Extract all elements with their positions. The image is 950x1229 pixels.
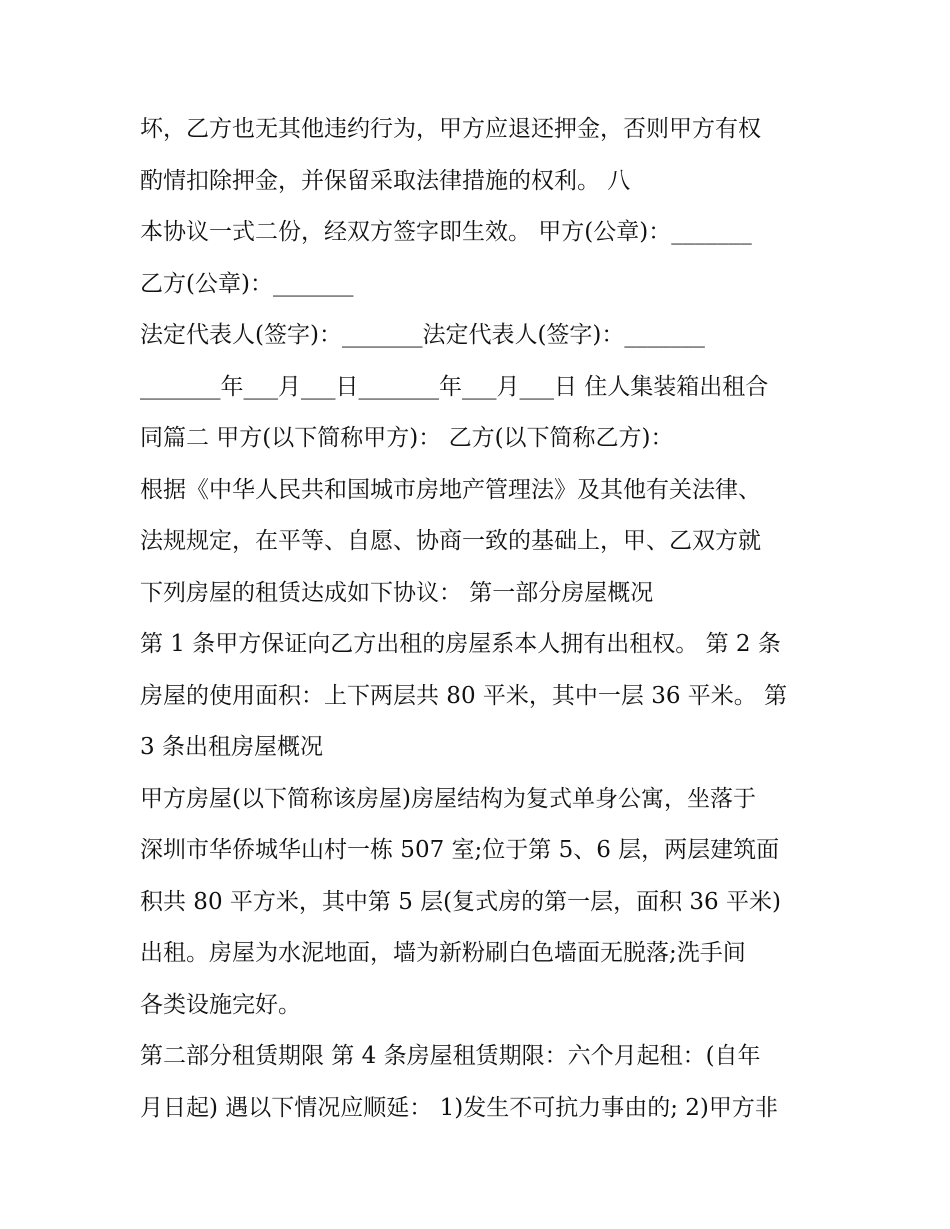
text-line-10: 下列房屋的租赁达成如下协议： 第一部分房屋概况 bbox=[140, 579, 654, 606]
text-line-9: 法规规定，在平等、自愿、协商一致的基础上，甲、乙双方就 bbox=[140, 528, 761, 554]
text-line-15: 深圳市华侨城华山村一栋 507 室;位于第 5、6 层，两层建筑面 bbox=[140, 837, 780, 863]
text-line-12: 房屋的使用面积：上下两层共 80 平米，其中一层 36 平米。 第 bbox=[140, 682, 788, 709]
text-line-7: 同篇二 甲方(以下简称甲方)： 乙方(以下简称乙方)： bbox=[140, 425, 674, 451]
text-line-13: 3 条出租房屋概况 bbox=[140, 734, 323, 760]
text-line-19: 第二部分租赁期限 第 4 条房屋租赁期限：六个月起租：(自年 bbox=[140, 1043, 761, 1069]
text-line-17: 出租。房屋为水泥地面，墙为新粉刷白色墙面无脱落;洗手间 bbox=[140, 940, 746, 966]
document-body bbox=[140, 104, 820, 1134]
text-line-8: 根据《中华人民共和国城市房地产管理法》及其他有关法律、 bbox=[140, 476, 761, 503]
text-line-4: 乙方(公章)：_______ bbox=[140, 270, 354, 297]
text-line-14: 甲方房屋(以下简称该房屋)房屋结构为复式单身公寓，坐落于 bbox=[140, 785, 756, 812]
text-line-2: 酌情扣除押金，并保留采取法律措施的权利。 八 bbox=[140, 167, 631, 194]
text-line-20: 月日起) 遇以下情况应顺延： 1)发生不可抗力事由的; 2)甲方非 bbox=[140, 1094, 778, 1121]
text-line-5: 法定代表人(签字)：_______法定代表人(签字)：_______ bbox=[140, 322, 705, 348]
text-line-1: 坏，乙方也无其他违约行为，甲方应退还押金，否则甲方有权 bbox=[140, 116, 761, 142]
text-line-3: 本协议一式二份，经双方签字即生效。 甲方(公章)：_______ bbox=[140, 219, 752, 245]
text-line-6: _______年___月___日_______年___月___日 住人集装箱出租合 bbox=[140, 373, 769, 400]
text-line-16: 积共 80 平方米，其中第 5 层(复式房的第一层，面积 36 平米) bbox=[140, 888, 781, 915]
text-line-18: 各类设施完好。 bbox=[140, 991, 301, 1018]
text-line-11: 第 1 条甲方保证向乙方出租的房屋系本人拥有出租权。 第 2 条 bbox=[140, 631, 781, 657]
